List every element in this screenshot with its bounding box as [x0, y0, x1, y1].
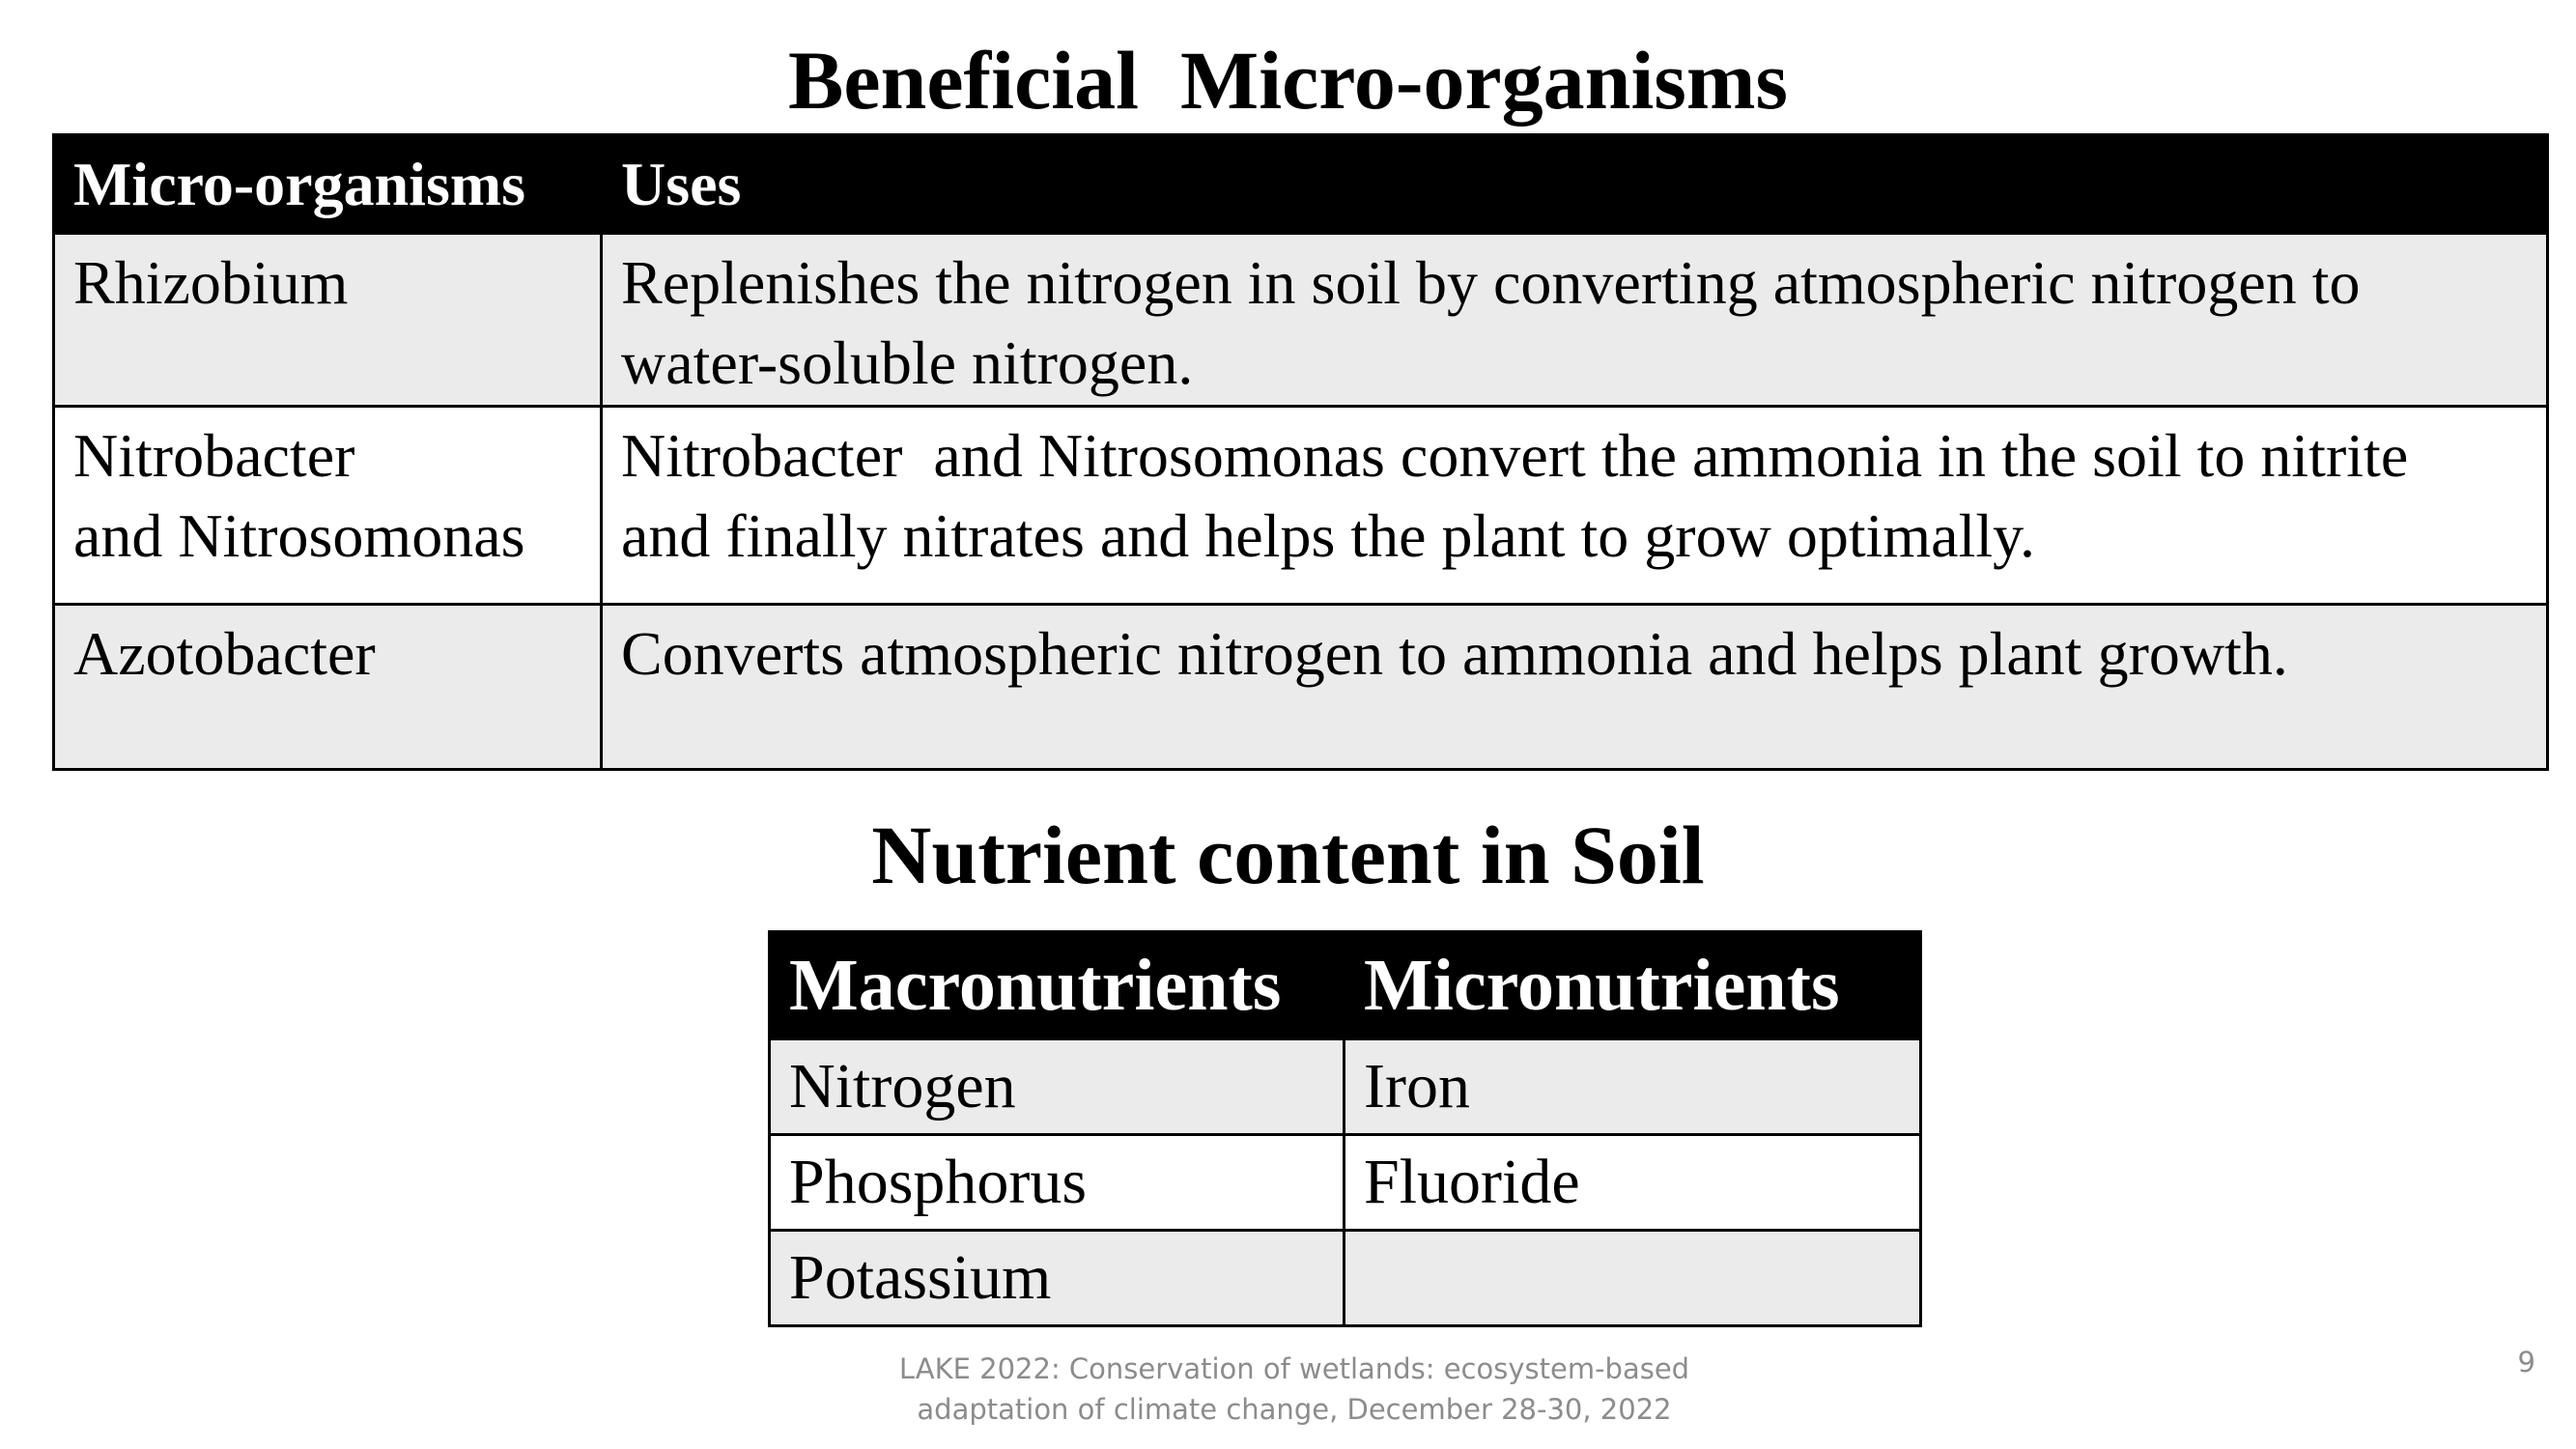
page-number: 9 [2517, 1346, 2535, 1378]
micronutrient-cell: Iron [1345, 1039, 1921, 1135]
footer-citation [850, 1349, 1739, 1430]
cell-line: Azotobacter [73, 619, 376, 688]
cell-line: and finally nitrates and helps the plant to grow optimally. [621, 501, 2035, 570]
cell-line: Rhizobium [73, 248, 349, 317]
column-header-uses: Uses [602, 135, 2548, 234]
table-header-row [54, 135, 2548, 234]
table-row [54, 407, 2548, 605]
footer-line: adaptation of climate change, December 28-30, 2022 [917, 1393, 1672, 1426]
column-header-micronutrients: Micronutrients [1345, 932, 1921, 1039]
micronutrient-cell [1345, 1231, 1921, 1326]
section-title: Nutrient content in Soil [871, 809, 1705, 901]
column-header-macronutrients: Macronutrients [770, 932, 1345, 1039]
organism-cell [54, 605, 602, 770]
nutrient-table [768, 930, 1922, 1327]
macronutrient-cell: Phosphorus [770, 1135, 1345, 1231]
table-row [54, 234, 2548, 407]
cell-line: Replenishes the nitrogen in soil by converting atmospheric nitrogen to [621, 248, 2361, 317]
micronutrient-cell: Fluoride [1345, 1135, 1921, 1231]
use-cell [602, 605, 2548, 770]
column-header-micro-organisms: Micro-organisms [54, 135, 602, 234]
organism-cell [54, 234, 602, 407]
use-cell [602, 407, 2548, 605]
cell-line: Converts atmospheric nitrogen to ammonia and helps plant growth. [621, 619, 2288, 688]
use-cell [602, 234, 2548, 407]
table-row [770, 1135, 1921, 1231]
table-row [770, 1231, 1921, 1326]
table-header-row [770, 932, 1921, 1039]
table-row [54, 605, 2548, 770]
cell-line: Nitrobacter and Nitrosomonas convert the ammonia in the soil to nitrite [621, 421, 2409, 490]
organism-cell [54, 407, 602, 605]
macronutrient-cell: Nitrogen [770, 1039, 1345, 1135]
micro-organisms-table [52, 133, 2549, 771]
macronutrient-cell: Potassium [770, 1231, 1345, 1326]
cell-line: Nitrobacter [73, 421, 355, 490]
slide-title: Beneficial Micro-organisms [788, 34, 1788, 127]
table-row [770, 1039, 1921, 1135]
cell-line: and Nitrosomonas [73, 501, 525, 570]
footer-line: LAKE 2022: Conservation of wetlands: ecosystem-based [898, 1352, 1690, 1385]
cell-line: water-soluble nitrogen. [621, 328, 1194, 397]
